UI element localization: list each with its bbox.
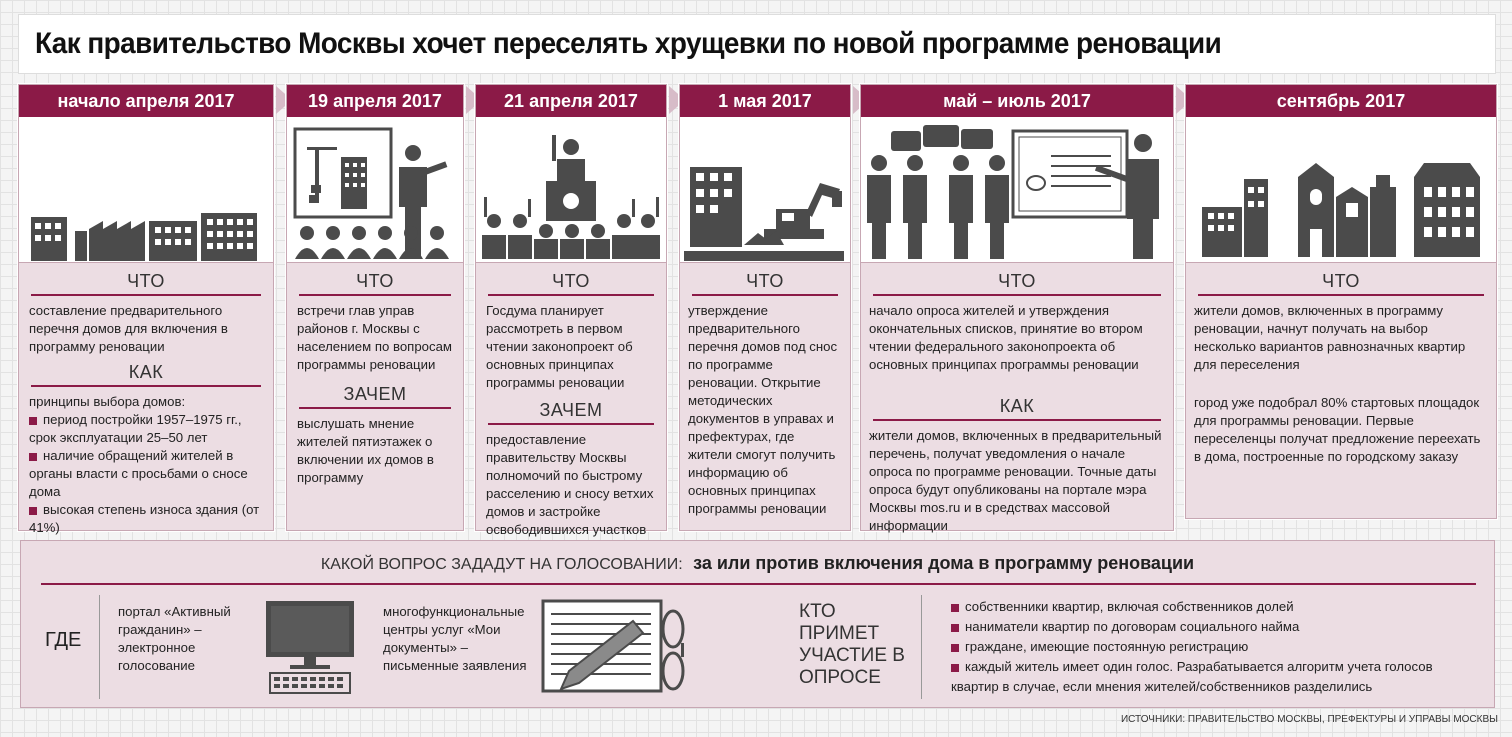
why-text: выслушать мнение жителей пятиэтажек о включении их домов в программу xyxy=(297,416,434,485)
how-intro: принципы выбора домов: xyxy=(29,394,186,409)
why-heading: ЗАЧЕМ xyxy=(299,384,451,409)
column-date: 19 апреля 2017 xyxy=(287,85,463,117)
voting-question xyxy=(21,553,1494,574)
how-heading: КАК xyxy=(873,396,1161,421)
illustration-meeting xyxy=(287,117,463,263)
how-heading: КАК xyxy=(31,362,261,387)
list-item: граждане, имеющие постоянную регистрацию xyxy=(951,637,1481,657)
what-heading: ЧТО xyxy=(873,271,1161,296)
what-text: жители домов, включенных в программу реновации, начнут получать на выбор несколько вариантов равнозначных квартир для переселения xyxy=(1194,303,1466,372)
page-title: Как правительство Москвы хочет переселять хрущевки по новой программе реновации xyxy=(35,27,1222,60)
question-text: за или против включения дома в программу реновации xyxy=(693,553,1195,573)
computer-icon xyxy=(264,599,358,695)
column-date: 1 мая 2017 xyxy=(680,85,850,117)
why-heading: ЗАЧЕМ xyxy=(488,400,654,425)
podium-icon xyxy=(476,117,666,263)
who-list xyxy=(951,597,1481,697)
bullet-icon xyxy=(29,453,37,461)
source-note: ИСТОЧНИКИ: ПРАВИТЕЛЬСТВО МОСКВЫ, ПРЕФЕКТУРЫ И УПРАВЫ МОСКВЫ xyxy=(1120,714,1498,725)
list-item: наниматели квартир по договорам социального найма xyxy=(951,617,1481,637)
what-text: Госдума планирует рассмотреть в первом чтении законопроект об основных принципах программы реновации xyxy=(486,303,633,390)
list-item: собственники квартир, включая собственников долей xyxy=(951,597,1481,617)
bullet-icon xyxy=(951,664,959,672)
why-text: предоставление правительству Москвы полномочий по быстрому расселению и сносу ветхих домов и застройке освободившихся участков xyxy=(486,432,654,537)
bullet-icon xyxy=(951,624,959,632)
bullet-icon xyxy=(951,644,959,652)
timeline-column-2 xyxy=(286,84,464,531)
divider xyxy=(41,583,1476,585)
what-heading: ЧТО xyxy=(488,271,654,296)
timeline-column-3 xyxy=(475,84,667,537)
document-pen-icon xyxy=(541,599,691,695)
new-houses-icon xyxy=(1186,117,1496,263)
voting-panel xyxy=(20,540,1495,708)
divider xyxy=(921,595,922,699)
meeting-icon xyxy=(287,117,463,263)
bullet-icon xyxy=(29,417,37,425)
timeline-column-6 xyxy=(1185,84,1497,519)
where-label: ГДЕ xyxy=(45,629,82,651)
timeline-column-1 xyxy=(18,84,274,535)
illustration-duma xyxy=(476,117,666,263)
divider xyxy=(99,595,100,699)
what-heading: ЧТО xyxy=(299,271,451,296)
column-date: начало апреля 2017 xyxy=(19,85,273,117)
column-date: май – июль 2017 xyxy=(861,85,1173,117)
where-offline: многофункциональные центры услуг «Мои документы» – письменные заявления xyxy=(383,604,527,673)
illustration-demolition xyxy=(680,117,850,263)
column-date: сентябрь 2017 xyxy=(1186,85,1496,117)
title-bar xyxy=(18,14,1496,74)
what-text-extra: город уже подобрал 80% стартовых площадок для программы реновации. Первые переселенцы получат предложение переехать в дома, построенные по городскому заказу xyxy=(1194,395,1481,464)
what-text: встречи глав управ районов г. Москвы с населением по вопросам программы реновации xyxy=(297,303,452,372)
bullet-icon xyxy=(29,507,37,515)
what-text: составление предварительного перечня домов для включения в программу реновации xyxy=(29,303,228,354)
list-item: период постройки 1957–1975 гг., срок эксплуатации 25–50 лет xyxy=(29,412,242,445)
timeline-column-5 xyxy=(860,84,1174,531)
what-heading: ЧТО xyxy=(31,271,261,296)
where-online: портал «Активный гражданин» – электронное голосование xyxy=(118,604,231,673)
list-item: каждый житель имеет один голос. Разрабатывается алгоритм учета голосов квартир в случае, если мнения жителей/собственников разделились xyxy=(951,659,1433,694)
excavator-icon xyxy=(680,117,850,263)
what-heading: ЧТО xyxy=(1198,271,1484,296)
survey-icon xyxy=(861,117,1173,263)
what-heading: ЧТО xyxy=(692,271,838,296)
list-item: наличие обращений жителей в органы власти с просьбами о сносе дома xyxy=(29,448,248,499)
how-text: жители домов, включенных в предварительный перечень, получат уведомления о начале опроса по программе реновации. Точные даты опроса будут опубликованы на портале мэра Москвы mos.ru и в средствах массовой информации xyxy=(869,428,1162,533)
timeline-column-4 xyxy=(679,84,851,531)
illustration-survey xyxy=(861,117,1173,263)
what-text: начало опроса жителей и утверждения окончательных списков, принятие во втором чтении федерального законопроекта об основных принципах программы реновации xyxy=(869,303,1143,372)
buildings-icon xyxy=(19,117,273,263)
illustration-new-houses xyxy=(1186,117,1496,263)
bullet-icon xyxy=(951,604,959,612)
what-text: утверждение предварительного перечня домов под снос по программе реновации. Открытие методических документов в управах и префектурах, где жители смогут получить информацию об основных принципах программы реновации xyxy=(688,303,838,516)
illustration-buildings xyxy=(19,117,273,263)
question-label: КАКОЙ ВОПРОС ЗАДАДУТ НА ГОЛОСОВАНИИ: xyxy=(320,556,683,573)
list-item: высокая степень износа здания (от 41%) xyxy=(29,502,260,535)
who-label: КТО ПРИМЕТ УЧАСТИЕ В ОПРОСЕ xyxy=(799,601,905,688)
column-date: 21 апреля 2017 xyxy=(476,85,666,117)
how-text xyxy=(19,387,273,537)
